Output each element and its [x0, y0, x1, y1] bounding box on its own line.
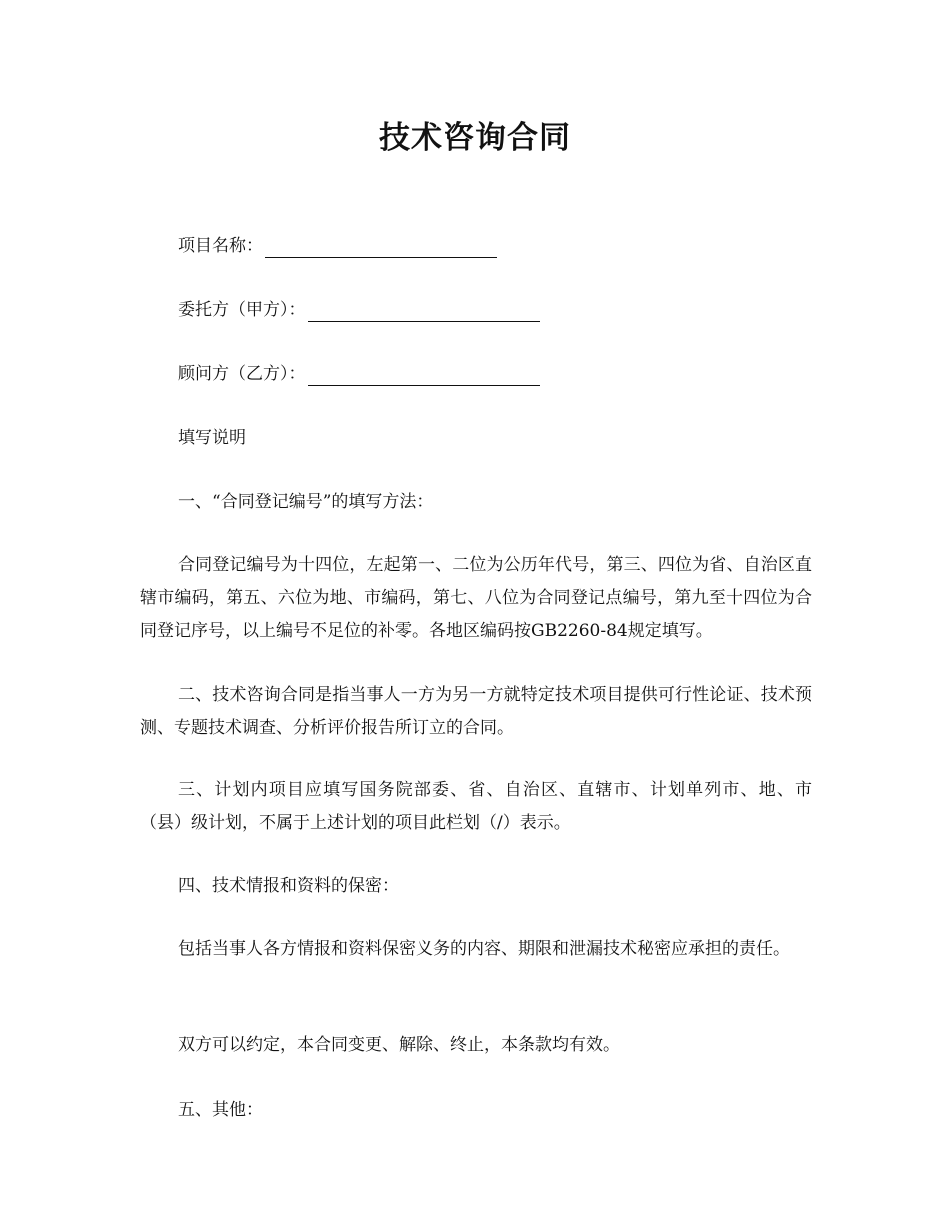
instructions-heading: 填写说明: [178, 428, 246, 448]
project-name-blank[interactable]: [265, 237, 497, 258]
project-name-field: [178, 234, 497, 258]
consultant-party-label: 顾问方（乙方）：: [178, 364, 306, 384]
consultant-party-field: [178, 362, 540, 386]
section-4-body: 包括当事人各方情报和资料保密义务的内容、期限和泄漏技术秘密应承担的责任。: [178, 939, 790, 959]
consultant-party-blank[interactable]: [308, 365, 540, 386]
client-party-label: 委托方（甲方）：: [178, 300, 306, 320]
section-1-heading: 一、“合同登记编号”的填写方法：: [178, 492, 434, 512]
section-4-heading: 四、技术情报和资料的保密：: [178, 876, 399, 896]
client-party-blank[interactable]: [308, 301, 540, 322]
section-4-note: 双方可以约定，本合同变更、解除、终止，本条款均有效。: [178, 1035, 620, 1055]
document-title: 技术咨询合同: [379, 120, 571, 156]
section-3-paragraph: 三、计划内项目应填写国务院部委、省、自治区、直辖市、计划单列市、地、市（县）级计划，不属于上述计划的项目此栏划（/）表示。: [140, 780, 812, 833]
section-1-body: 合同登记编号为十四位，左起第一、二位为公历年代号，第三、四位为省、自治区直辖市编码，第五、六位为地、市编码，第七、八位为合同登记点编号，第九至十四位为合同登记序号，以上编号不足位的补零。各地区编码按GB2260-84规定填写。: [140, 555, 812, 641]
client-party-field: [178, 298, 540, 322]
section-2-paragraph: 二、技术咨询合同是指当事人一方为另一方就特定技术项目提供可行性论证、技术预测、专题技术调查、分析评价报告所订立的合同。: [140, 685, 812, 738]
section-5-heading: 五、其他：: [178, 1100, 263, 1120]
project-name-label: 项目名称：: [178, 236, 263, 256]
